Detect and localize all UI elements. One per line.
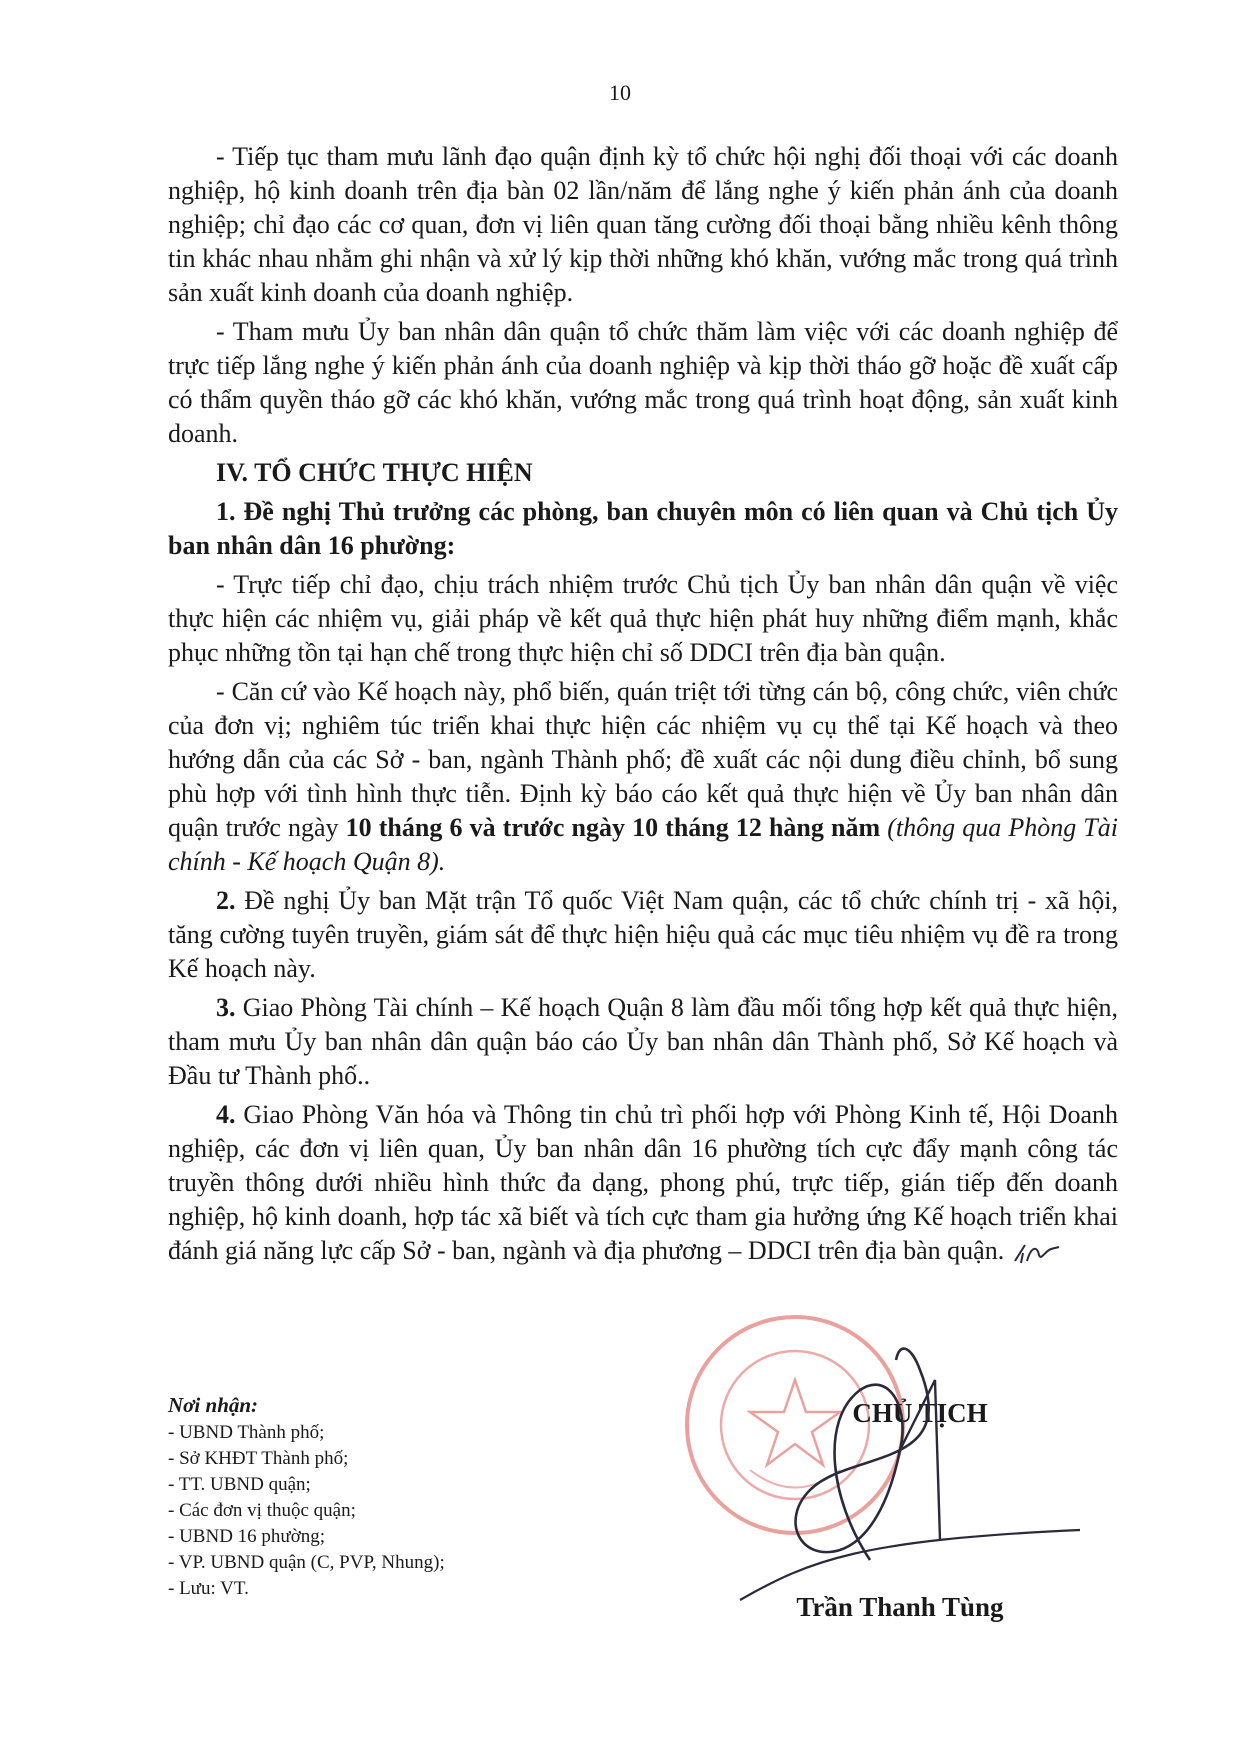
- paragraph: - Trực tiếp chỉ đạo, chịu trách nhiệm trước Chủ tịch Ủy ban nhân dân quận về việc thực hiện các nhiệm vụ, giải pháp về kết quả thực hiện phát huy những điểm mạnh, khắc phục những tồn tại hạn chế trong thực hiện chỉ số DDCI trên địa bàn quận.: [168, 570, 1118, 667]
- item-number: 3.: [216, 993, 236, 1022]
- page-number: 10: [609, 80, 631, 105]
- document-body: [168, 140, 1118, 1273]
- recipients-title: Nơi nhận:: [168, 1393, 259, 1417]
- recipient-item: - Các đơn vị thuộc quận;: [168, 1500, 356, 1521]
- signer-title: CHỦ TỊCH: [852, 1398, 988, 1428]
- paragraph: [168, 675, 1118, 879]
- recipient-item: - UBND 16 phường;: [168, 1526, 326, 1547]
- item-number: 4.: [216, 1100, 236, 1129]
- recipient-item: - Lưu: VT.: [168, 1578, 249, 1599]
- recipient-item: - UBND Thành phố;: [168, 1422, 325, 1443]
- text-run: - Căn cứ vào Kế hoạch này, phổ biến, quán triệt tới từng cán bộ, công chức, viên chức của đơn vị; nghiêm túc triển khai thực hiện các nhiệm vụ cụ thể tại Kế hoạch và theo hướng dẫn của các Sở - ban, ngành Thành phố; đề xuất các nội dung điều chỉnh, bổ sung phù hợp với tình hình thực tiễn. Định kỳ báo cáo kết quả thực hiện về Ủy ban nhân dân quận trước ngày: [168, 677, 1118, 842]
- signature-block: [680, 1340, 1100, 1640]
- recipient-item: - Sở KHĐT Thành phố;: [168, 1448, 349, 1469]
- note-text: (thông qua Phòng Tài chính - Kế hoạch Quận 8).: [168, 813, 1118, 876]
- item-number: 2.: [216, 886, 236, 915]
- item-1-title: 1. Đề nghị Thủ trưởng các phòng, ban chuyên môn có liên quan và Chủ tịch Ủy ban nhân dân 16 phường:: [168, 497, 1118, 560]
- paragraph: - Tiếp tục tham mưu lãnh đạo quận định kỳ tổ chức hội nghị đối thoại với các doanh nghiệp, hộ kinh doanh trên địa bàn 02 lần/năm để lắng nghe ý kiến phản ánh của doanh nghiệp; chỉ đạo các cơ quan, đơn vị liên quan tăng cường đối thoại bằng nhiều kênh thông tin khác nhau nhằm ghi nhận và xử lý kịp thời những khó khăn, vướng mắc trong quá trình sản xuất kinh doanh của doanh nghiệp.: [168, 142, 1118, 307]
- section-heading: IV. TỔ CHỨC THỰC HIỆN: [216, 458, 533, 487]
- deadline-text: 10 tháng 6 và trước ngày 10 tháng 12 hàng năm: [345, 813, 881, 842]
- recipient-item: - VP. UBND quận (C, PVP, Nhung);: [168, 1552, 445, 1573]
- handwritten-signature-icon: [540, 1300, 1100, 1640]
- signer-name: Trần Thanh Tùng: [796, 1592, 1004, 1622]
- item-2: [168, 884, 1118, 986]
- initials-mark: [1011, 1241, 1063, 1265]
- item-text: Giao Phòng Văn hóa và Thông tin chủ trì phối hợp với Phòng Kinh tế, Hội Doanh nghiệp, các đơn vị liên quan, Ủy ban nhân dân 16 phường tích cực đẩy mạnh công tác truyền thông dưới nhiều hình thức đa dạng, phong phú, trực tiếp, gián tiếp đến doanh nghiệp, hộ kinh doanh, hợp tác xã biết và tích cực tham gia hưởng ứng Kế hoạch triển khai đánh giá năng lực cấp Sở - ban, ngành và địa phương – DDCI trên địa bàn quận.: [168, 1100, 1118, 1265]
- item-text: Giao Phòng Tài chính – Kế hoạch Quận 8 làm đầu mối tổng hợp kết quả thực hiện, tham mưu Ủy ban nhân dân quận báo cáo Ủy ban nhân dân Thành phố, Sở Kế hoạch và Đầu tư Thành phố..: [168, 993, 1118, 1090]
- item-3: [168, 991, 1118, 1093]
- item-text: Đề nghị Ủy ban Mặt trận Tổ quốc Việt Nam quận, các tổ chức chính trị - xã hội, tăng cường tuyên truyền, giám sát để thực hiện hiệu quả các mục tiêu nhiệm vụ đề ra trong Kế hoạch này.: [168, 886, 1118, 983]
- item-4: [168, 1098, 1118, 1268]
- recipient-item: - TT. UBND quận;: [168, 1474, 311, 1495]
- paragraph: - Tham mưu Ủy ban nhân dân quận tổ chức thăm làm việc với các doanh nghiệp để trực tiếp lắng nghe ý kiến phản ánh của doanh nghiệp và kịp thời tháo gỡ hoặc đề xuất cấp có thẩm quyền tháo gỡ các khó khăn, vướng mắc trong quá trình hoạt động, sản xuất kinh doanh.: [168, 317, 1118, 448]
